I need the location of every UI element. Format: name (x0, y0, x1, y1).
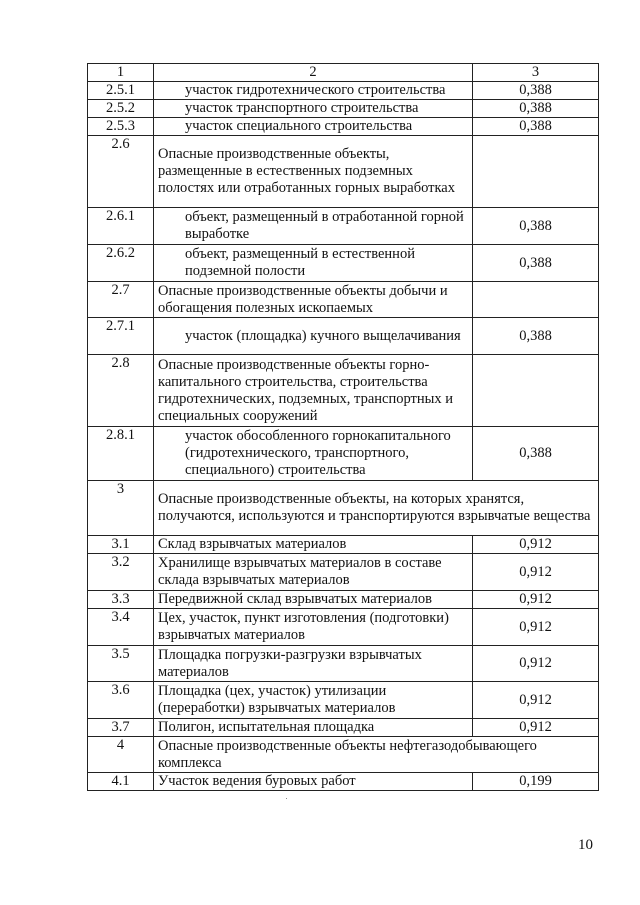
row-number: 3.2 (88, 554, 154, 591)
row-description: Опасные производственные объекты добычи и обогащения полезных ископаемых (154, 282, 473, 318)
table-row (88, 609, 599, 646)
row-description: участок обособленного горнокапитального (гидротехнического, транспортного, специального) строительства (154, 427, 473, 481)
row-number: 3.4 (88, 609, 154, 646)
row-value: 0,388 (473, 318, 599, 355)
row-number: 3.5 (88, 646, 154, 682)
row-description: Площадка (цех, участок) утилизации (переработки) взрывчатых материалов (154, 682, 473, 719)
row-value: 0,388 (473, 427, 599, 481)
row-description: участок транспортного строительства (154, 100, 473, 118)
row-value (473, 282, 599, 318)
row-number: 2.5.1 (88, 82, 154, 100)
row-value: 0,912 (473, 536, 599, 554)
table-row (88, 682, 599, 719)
row-description: Опасные производственные объекты нефтегазодобывающего комплекса (154, 737, 599, 773)
row-value: 0,912 (473, 554, 599, 591)
row-description: Опасные производственные объекты, размещенные в естественных подземных полостях или отработанных горных выработках (154, 136, 473, 208)
row-value: 0,199 (473, 773, 599, 791)
header-col-1: 1 (88, 64, 154, 82)
row-description: Площадка погрузки-разгрузки взрывчатых материалов (154, 646, 473, 682)
row-value: 0,388 (473, 245, 599, 282)
table-header-row (88, 64, 599, 82)
table-row (88, 355, 599, 427)
table-row (88, 554, 599, 591)
row-value: 0,388 (473, 100, 599, 118)
row-description: участок (площадка) кучного выщелачивания (154, 318, 473, 355)
page-number: 10 (578, 837, 593, 853)
row-description: Склад взрывчатых материалов (154, 536, 473, 554)
table-row (88, 82, 599, 100)
row-number: 3.3 (88, 591, 154, 609)
header-col-2: 2 (154, 64, 473, 82)
row-value: 0,388 (473, 118, 599, 136)
row-value: 0,388 (473, 82, 599, 100)
table-row (88, 282, 599, 318)
row-description: объект, размещенный в отработанной горной выработке (154, 208, 473, 245)
row-number: 2.6 (88, 136, 154, 208)
table-row (88, 536, 599, 554)
row-number: 4.1 (88, 773, 154, 791)
row-value: 0,912 (473, 682, 599, 719)
table-row (88, 208, 599, 245)
row-number: 2.6.2 (88, 245, 154, 282)
row-value: 0,912 (473, 719, 599, 737)
table-row (88, 136, 599, 208)
table-row (88, 118, 599, 136)
row-description: Опасные производственные объекты, на которых хранятся, получаются, используются и транспортируются взрывчатые вещества (154, 481, 599, 536)
row-number: 2.8.1 (88, 427, 154, 481)
row-value: 0,388 (473, 208, 599, 245)
table-row (88, 318, 599, 355)
table-row (88, 245, 599, 282)
row-number: 4 (88, 737, 154, 773)
row-number: 3 (88, 481, 154, 536)
row-description: Полигон, испытательная площадка (154, 719, 473, 737)
row-value (473, 355, 599, 427)
table-row (88, 737, 599, 773)
document-table (87, 63, 599, 791)
table-row (88, 591, 599, 609)
row-number: 2.8 (88, 355, 154, 427)
row-description: объект, размещенный в естественной подземной полости (154, 245, 473, 282)
row-number: 3.1 (88, 536, 154, 554)
table-row (88, 773, 599, 791)
row-number: 2.5.2 (88, 100, 154, 118)
row-description: Передвижной склад взрывчатых материалов (154, 591, 473, 609)
row-description: Хранилище взрывчатых материалов в составе склада взрывчатых материалов (154, 554, 473, 591)
row-number: 2.7.1 (88, 318, 154, 355)
row-number: 3.7 (88, 719, 154, 737)
table-row (88, 100, 599, 118)
table-row (88, 427, 599, 481)
table-row (88, 646, 599, 682)
scan-speck (286, 798, 287, 799)
table-row (88, 481, 599, 536)
table-row (88, 719, 599, 737)
row-value: 0,912 (473, 646, 599, 682)
row-number: 2.5.3 (88, 118, 154, 136)
row-value (473, 136, 599, 208)
row-number: 2.6.1 (88, 208, 154, 245)
row-description: участок специального строительства (154, 118, 473, 136)
row-description: Опасные производственные объекты горно-капитального строительства, строительства гидротехнических, подземных, транспортных и специальных сооружений (154, 355, 473, 427)
row-description: участок гидротехнического строительства (154, 82, 473, 100)
row-value: 0,912 (473, 609, 599, 646)
row-number: 3.6 (88, 682, 154, 719)
row-number: 2.7 (88, 282, 154, 318)
row-description: Цех, участок, пункт изготовления (подготовки) взрывчатых материалов (154, 609, 473, 646)
row-value: 0,912 (473, 591, 599, 609)
header-col-3: 3 (473, 64, 599, 82)
row-description: Участок ведения буровых работ (154, 773, 473, 791)
